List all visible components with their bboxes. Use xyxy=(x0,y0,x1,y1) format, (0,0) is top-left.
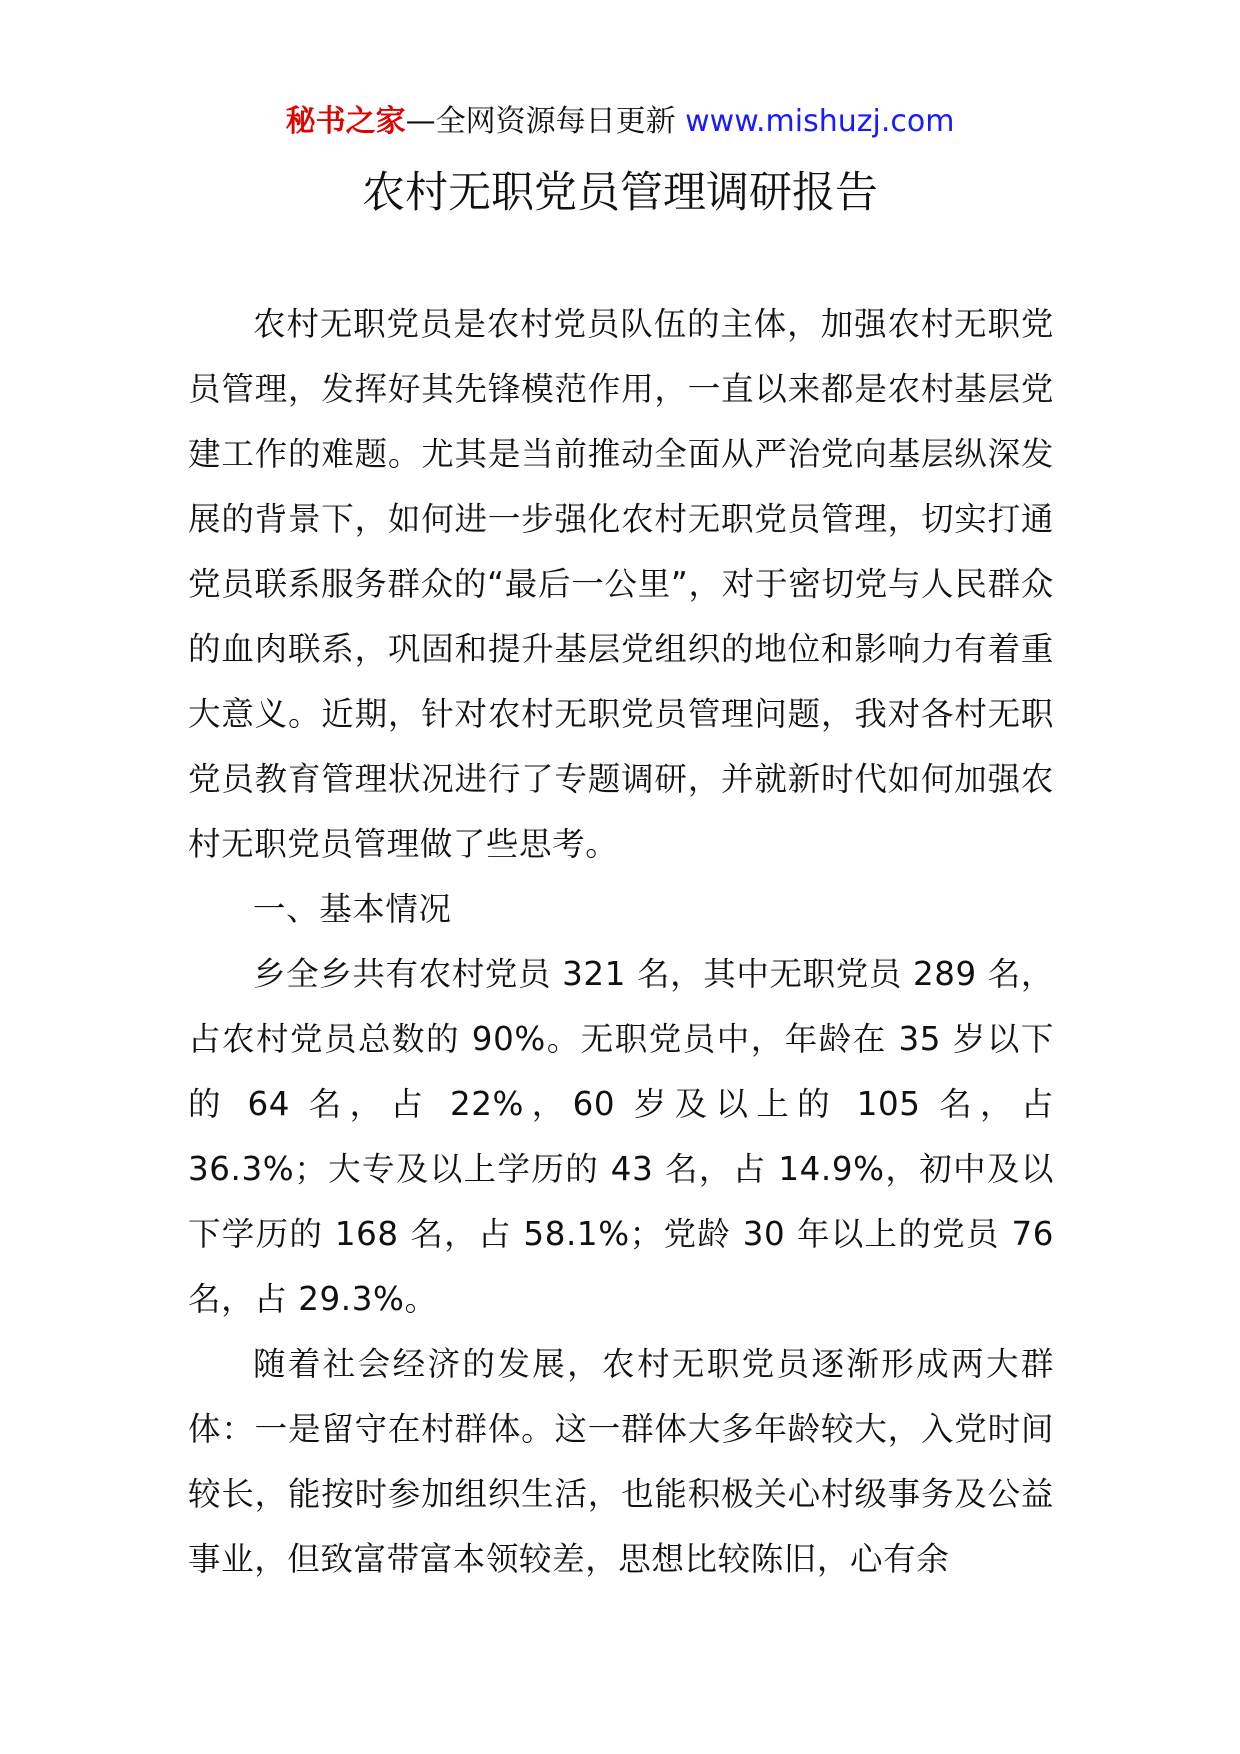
site-header xyxy=(0,100,1240,144)
intro-paragraph: 农村无职党员是农村党员队伍的主体，加强农村无职党员管理，发挥好其先锋模范作用，一直以来都是农村基层党建工作的难题。尤其是当前推动全面从严治党向基层纵深发展的背景下，如何进一步强化农村无职党员管理，切实打通党员联系服务群众的“最后一公里”，对于密切党与人民群众的血肉联系，巩固和提升基层党组织的地位和影响力有着重大意义。近期，针对农村无职党员管理问题，我对各村无职党员教育管理状况进行了专题调研，并就新时代如何加强农村无职党员管理做了些思考。 xyxy=(188,305,1054,863)
brand-name: 秘书之家 xyxy=(285,104,406,139)
document-title: 农村无职党员管理调研报告 xyxy=(362,168,878,218)
groups-paragraph: 随着社会经济的发展，农村无职党员逐渐形成两大群体：一是留守在村群体。这一群体大多年龄较大，入党时间较长，能按时参加组织生活，也能积极关心村级事务及公益事业，但致富带富本领较差，思想比较陈旧，心有余 xyxy=(188,1345,1054,1578)
section-heading: 一、基本情况 xyxy=(253,890,452,928)
site-url[interactable]: www.mishuzj.com xyxy=(685,104,955,139)
statistics-paragraph: 乡全乡共有农村党员 321 名，其中无职党员 289 名，占农村党员总数的 90%。无职党员中，年龄在 35 岁以下的 64 名，占 22%，60 岁及以上的 105 名，占 36.3%；大专及以上学历的 43 名，占 14.9%，初中及以下学历的 168 名，占 58.1%；党龄 30 年以上的党员 76 名，占 29.3%。 xyxy=(188,955,1054,1318)
document-body xyxy=(188,292,1054,1592)
header-slogan: —全网资源每日更新 xyxy=(405,104,686,139)
